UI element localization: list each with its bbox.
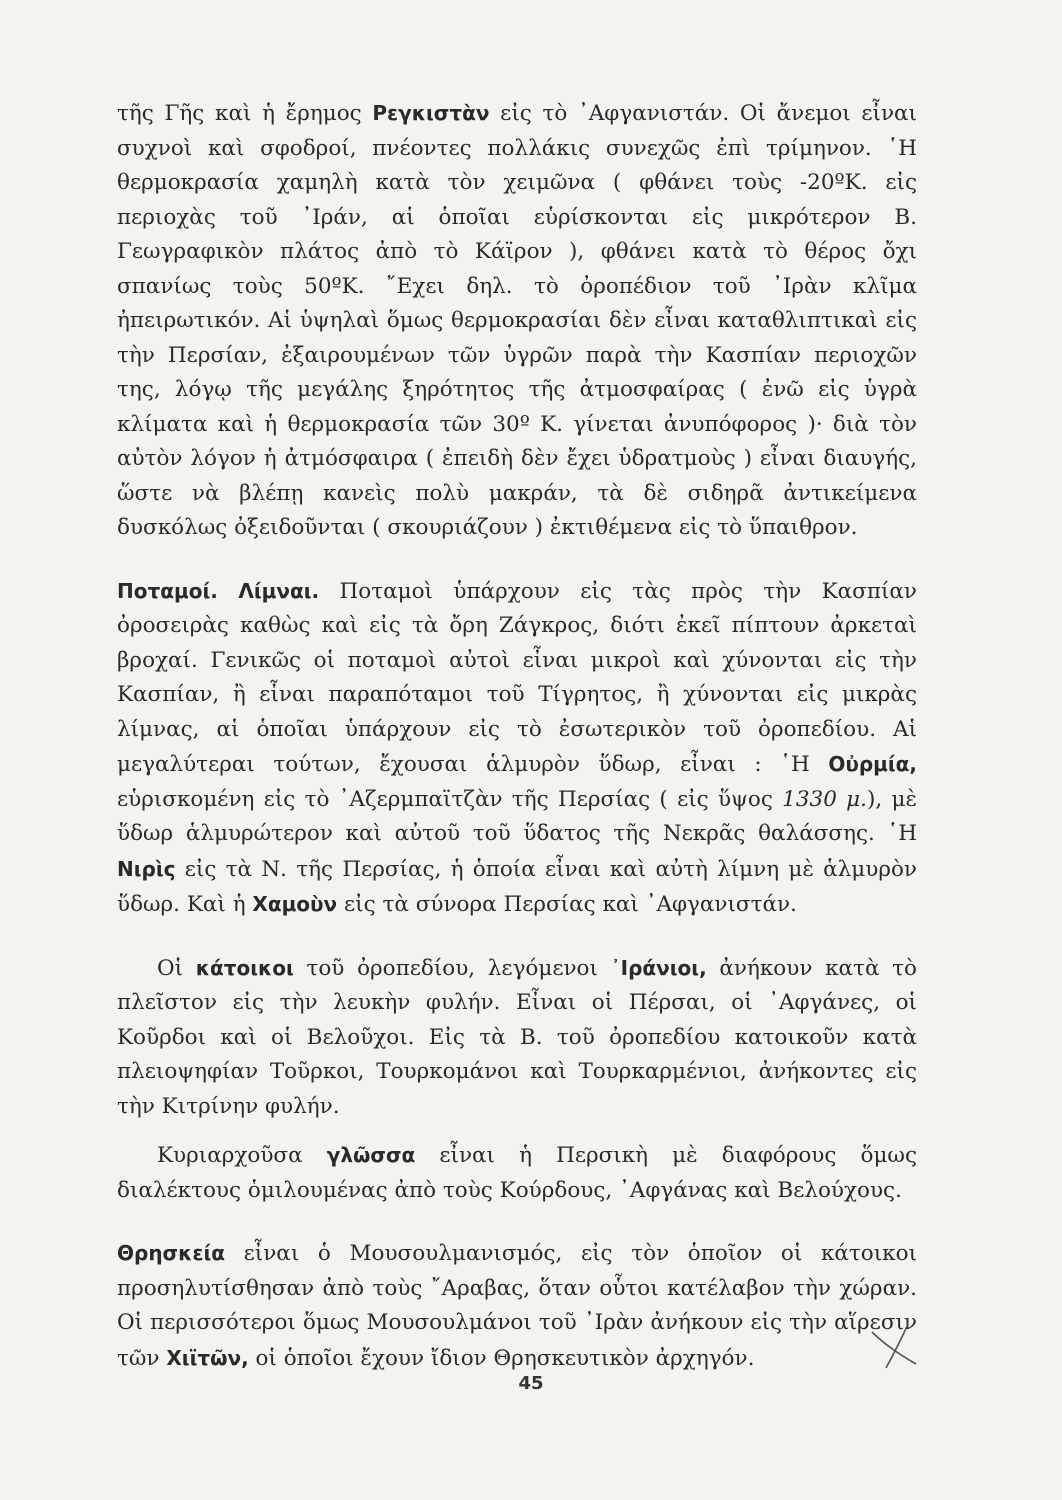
text-run: Οἱ bbox=[157, 955, 196, 981]
term-registan: Ρεγκιστὰν bbox=[372, 101, 490, 125]
term-language: γλῶσσα bbox=[326, 1143, 416, 1167]
text-run: εὑρισκομένη εἰς τὸ ᾿Αζερμπαϊτζὰν τῆς Περσίας ( εἰς ὕψος bbox=[117, 786, 783, 812]
text-run: εἰς τὰ σύνορα Περσίας καὶ ᾿Αφγανιστάν. bbox=[337, 892, 797, 917]
text-run: τῆς Γῆς καὶ ἡ ἔρημος bbox=[117, 101, 373, 126]
paragraph-rivers-lakes bbox=[117, 574, 917, 923]
text-run: εἰς τὸ ᾿Αφγανιστάν. Οἱ ἄνεμοι εἶναι συχνοὶ καὶ σφοδροί, πνέοντες πολλάκις συνεχῶς ἐπὶ τρίμηνον. ῾Η θερμοκρασία χαμηλὴ κατὰ τὸν χειμῶνα ( φθάνει τοὺς -20ºΚ. εἰς περιοχὰς τοῦ ᾿Ιράν, αἱ ὁποῖαι εὑρίσκονται εἰς μικρότερον Β. Γεωγραφικὸν πλάτος ἀπὸ τὸ Κάϊρον ), φθάνει κατὰ τὸ θέρος ὄχι σπανίως τοὺς 50ºΚ. ῎Εχει δηλ. τὸ ὀροπέδιον τοῦ ᾿Ιρὰν κλῖμα ἠπειρωτικόν. Αἱ ὑψηλαὶ ὅμως θερμοκρασίαι δὲν εἶναι καταθλιπτικαὶ εἰς τὴν Περσίαν, ἐξαιρουμένων τῶν ὑγρῶν παρὰ τὴν Κασπίαν περιοχῶν της, λόγῳ τῆς μεγάλης ξηρότητος τῆς ἀτμοσφαίρας ( ἐνῶ εἰς ὑγρὰ κλίματα καὶ ἡ θερμοκρασία τῶν 30º Κ. γίνεται ἀνυπόφορος )· διὰ τὸν αὐτὸν λόγον ἡ ἀτμόσφαιρα ( ἐπειδὴ δὲν ἔχει ὑδρατμοὺς ) εἶναι διαυγής, ὥστε νὰ βλέπῃ κανεὶς πολὺ μακράν, τὰ δὲ σιδηρᾶ ἀντικείμενα δυσκόλως ὀξειδοῦνται ( σκουριάζουν ) ἐκτιθέμενα εἰς τὸ ὕπαιθρον. bbox=[117, 101, 917, 540]
term-niris: Νιρὶς bbox=[117, 856, 176, 881]
text-run: ἀνήκουν κατὰ τὸ πλεῖστον εἰς τὴν λευκὴν φυλήν. Εἶναι οἱ Πέρσαι, οἱ ᾿Αφγάνες, οἱ Κοῦρδοι καὶ οἱ Βελοῦχοι. Εἰς τὰ Β. τοῦ ὀροπεδίου κατοικοῦν κατὰ πλειοψηφίαν Τοῦρκοι, Τουρκομάνοι καὶ Τουρκαρμένιοι, ἀνήκοντες εἰς τὴν Κιτρίνην φυλήν. bbox=[117, 955, 918, 1119]
paragraph-inhabitants bbox=[117, 951, 917, 1125]
paragraph-climate bbox=[117, 96, 917, 546]
term-urmia: Οὐρμία, bbox=[828, 752, 917, 776]
paragraph-religion bbox=[117, 1236, 917, 1376]
handwritten-cross-mark bbox=[868, 1318, 928, 1378]
text-run: ), μὲ ὕδωρ ἁλμυρώτερον καὶ αὐτοῦ τοῦ ὕδατος τῆς Νεκρᾶς θαλάσσης. ῾Η bbox=[117, 786, 917, 846]
term-iranians: ᾿Ιράνιοι, bbox=[610, 955, 707, 980]
text-run: οἱ ὁποῖοι ἔχουν ἴδιον Θρησκευτικὸν ἀρχηγόν. bbox=[248, 1345, 755, 1371]
term-hamun: Χαμοὺν bbox=[252, 892, 338, 916]
term-religion: Θρησκεία bbox=[117, 1241, 226, 1265]
term-shiites: Χιϊτῶν, bbox=[166, 1345, 249, 1370]
altitude-value: 1330 μ. bbox=[782, 786, 867, 812]
text-run: τοῦ ὀροπεδίου, λεγόμενοι bbox=[293, 955, 611, 981]
text-run: Κυριαρχοῦσα bbox=[157, 1143, 327, 1168]
page-number: 45 bbox=[518, 1373, 544, 1394]
text-run: Ποταμοὶ ὑπάρχουν εἰς τὰς πρὸς τὴν Κασπίαν ὀροσειρὰς καθὼς καὶ εἰς τὰ ὄρη Ζάγκρος, διότι ἐκεῖ πίπτουν ἀρκεταὶ βροχαί. Γενικῶς οἱ ποταμοὶ αὐτοὶ εἶναι μικροὶ καὶ χύνονται εἰς τὴν Κασπίαν, ἢ εἶναι παραπόταμοι τοῦ Τίγρητος, ἢ χύνονται εἰς μικρὰς λίμνας, αἱ ὁποῖαι ὑπάρχουν εἰς τὸ ἐσωτερικὸν τοῦ ὀροπεδίου. Αἱ μεγαλύτεραι τούτων, ἔχουσαι ἁλμυρὸν ὕδωρ, εἶναι : ῾Η bbox=[117, 578, 917, 777]
paragraph-language bbox=[117, 1138, 917, 1208]
page-body bbox=[117, 96, 917, 1376]
heading-rivers-lakes: Ποταμοί. Λίμναι. bbox=[117, 578, 320, 603]
term-inhabitants: κάτοικοι bbox=[195, 955, 294, 980]
text-run: εἰς τὰ Ν. τῆς Περσίας, ἡ ὁποία εἶναι καὶ αὐτὴ λίμνη μὲ ἁλμυρὸν ὕδωρ. Καὶ ἡ bbox=[117, 856, 917, 917]
text-run: εἶναι ἡ Περσικὴ μὲ διαφόρους ὅμως διαλέκτους ὁμιλουμένας ἀπὸ τοὺς Κούρδους, ᾿Αφγάνας καὶ Βελούχους. bbox=[117, 1143, 917, 1203]
text-run: εἶναι ὁ Μουσουλμανισμός, εἰς τὸν ὁποῖον οἱ κάτοικοι προσηλυτίσθησαν ἀπὸ τοὺς ῎Αραβας, ὅταν οὗτοι κατέλαβον τὴν χώραν. Οἱ περισσότεροι ὅμως Μουσουλμάνοι τοῦ ᾿Ιρὰν ἀνήκουν εἰς τὴν αἵρεσιν τῶν bbox=[117, 1241, 917, 1371]
